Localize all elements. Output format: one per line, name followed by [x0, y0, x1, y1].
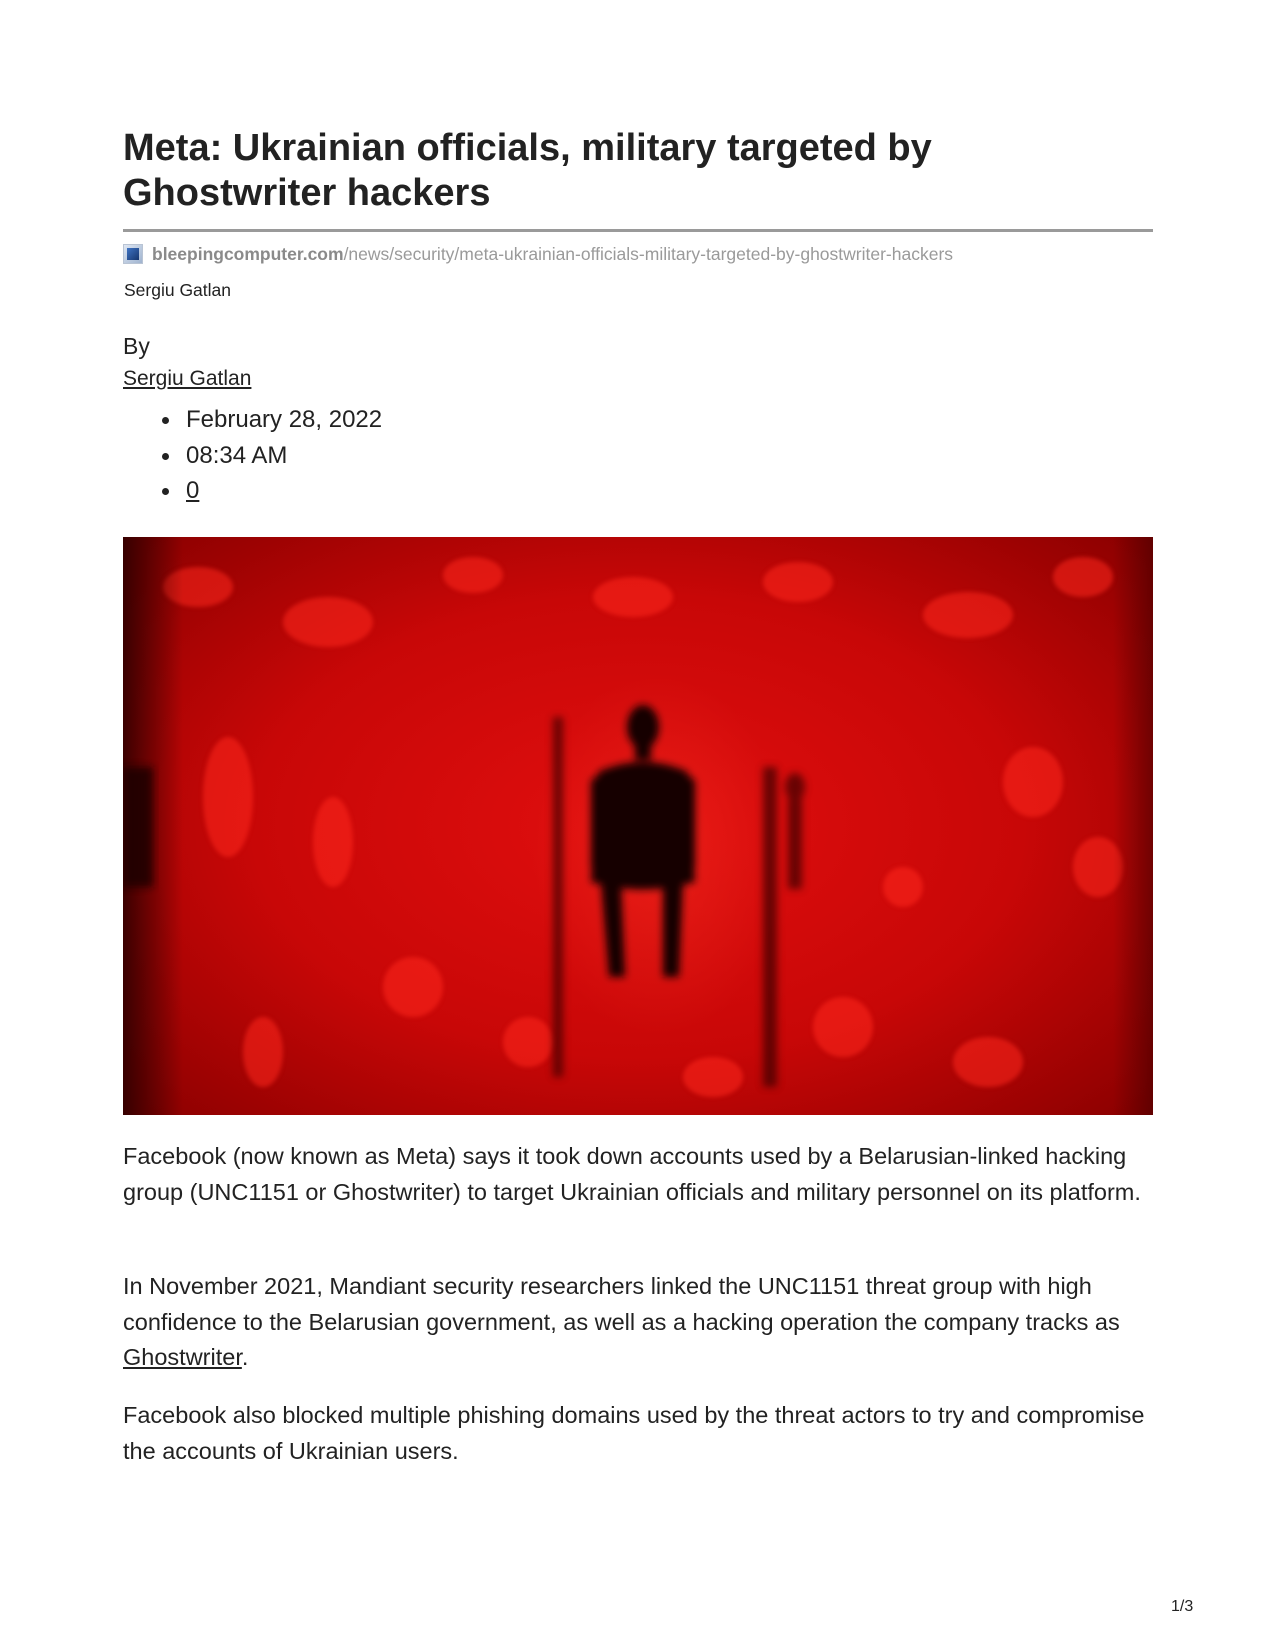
site-favicon-icon	[123, 244, 143, 264]
meta-comments	[123, 473, 382, 509]
source-url[interactable]	[123, 242, 953, 266]
title-divider	[123, 229, 1153, 232]
byline-author-small: Sergiu Gatlan	[124, 280, 232, 300]
author-link[interactable]: Sergiu Gatlan	[123, 367, 252, 390]
by-label: By	[123, 333, 150, 359]
meta-time: 08:34 AM	[123, 438, 382, 474]
person-silhouette-icon	[123, 537, 1153, 1115]
paragraph-2-end: .	[241, 1344, 249, 1370]
paragraph-2	[123, 1269, 1153, 1376]
source-path: /news/security/meta-ukrainian-officials-military-targeted-by-ghostwriter-hackers	[343, 243, 954, 264]
paragraph-1: Facebook (now known as Meta) says it took down accounts used by a Belarusian-linked hacking group (UNC1151 or Ghostwriter) to target Ukrainian officials and military personnel on its platform.	[123, 1143, 1141, 1205]
paragraph-3: Facebook also blocked multiple phishing domains used by the threat actors to try and compromise the accounts of Ukrainian users.	[123, 1402, 1145, 1464]
article-title: Meta: Ukrainian officials, military targeted by Ghostwriter hackers	[123, 127, 932, 214]
meta-date: February 28, 2022	[123, 402, 382, 438]
source-domain: bleepingcomputer.com	[152, 243, 344, 264]
page-number: 1/3	[1171, 1598, 1194, 1615]
ghostwriter-link[interactable]: Ghostwriter	[123, 1344, 242, 1370]
article-meta-list	[123, 402, 382, 509]
hero-image	[123, 537, 1153, 1115]
paragraph-2-text: In November 2021, Mandiant security researchers linked the UNC1151 threat group with high confidence to the Belarusian government, as well as a hacking operation the company tracks as	[123, 1273, 1120, 1335]
comments-count-link[interactable]: 0	[186, 477, 200, 504]
